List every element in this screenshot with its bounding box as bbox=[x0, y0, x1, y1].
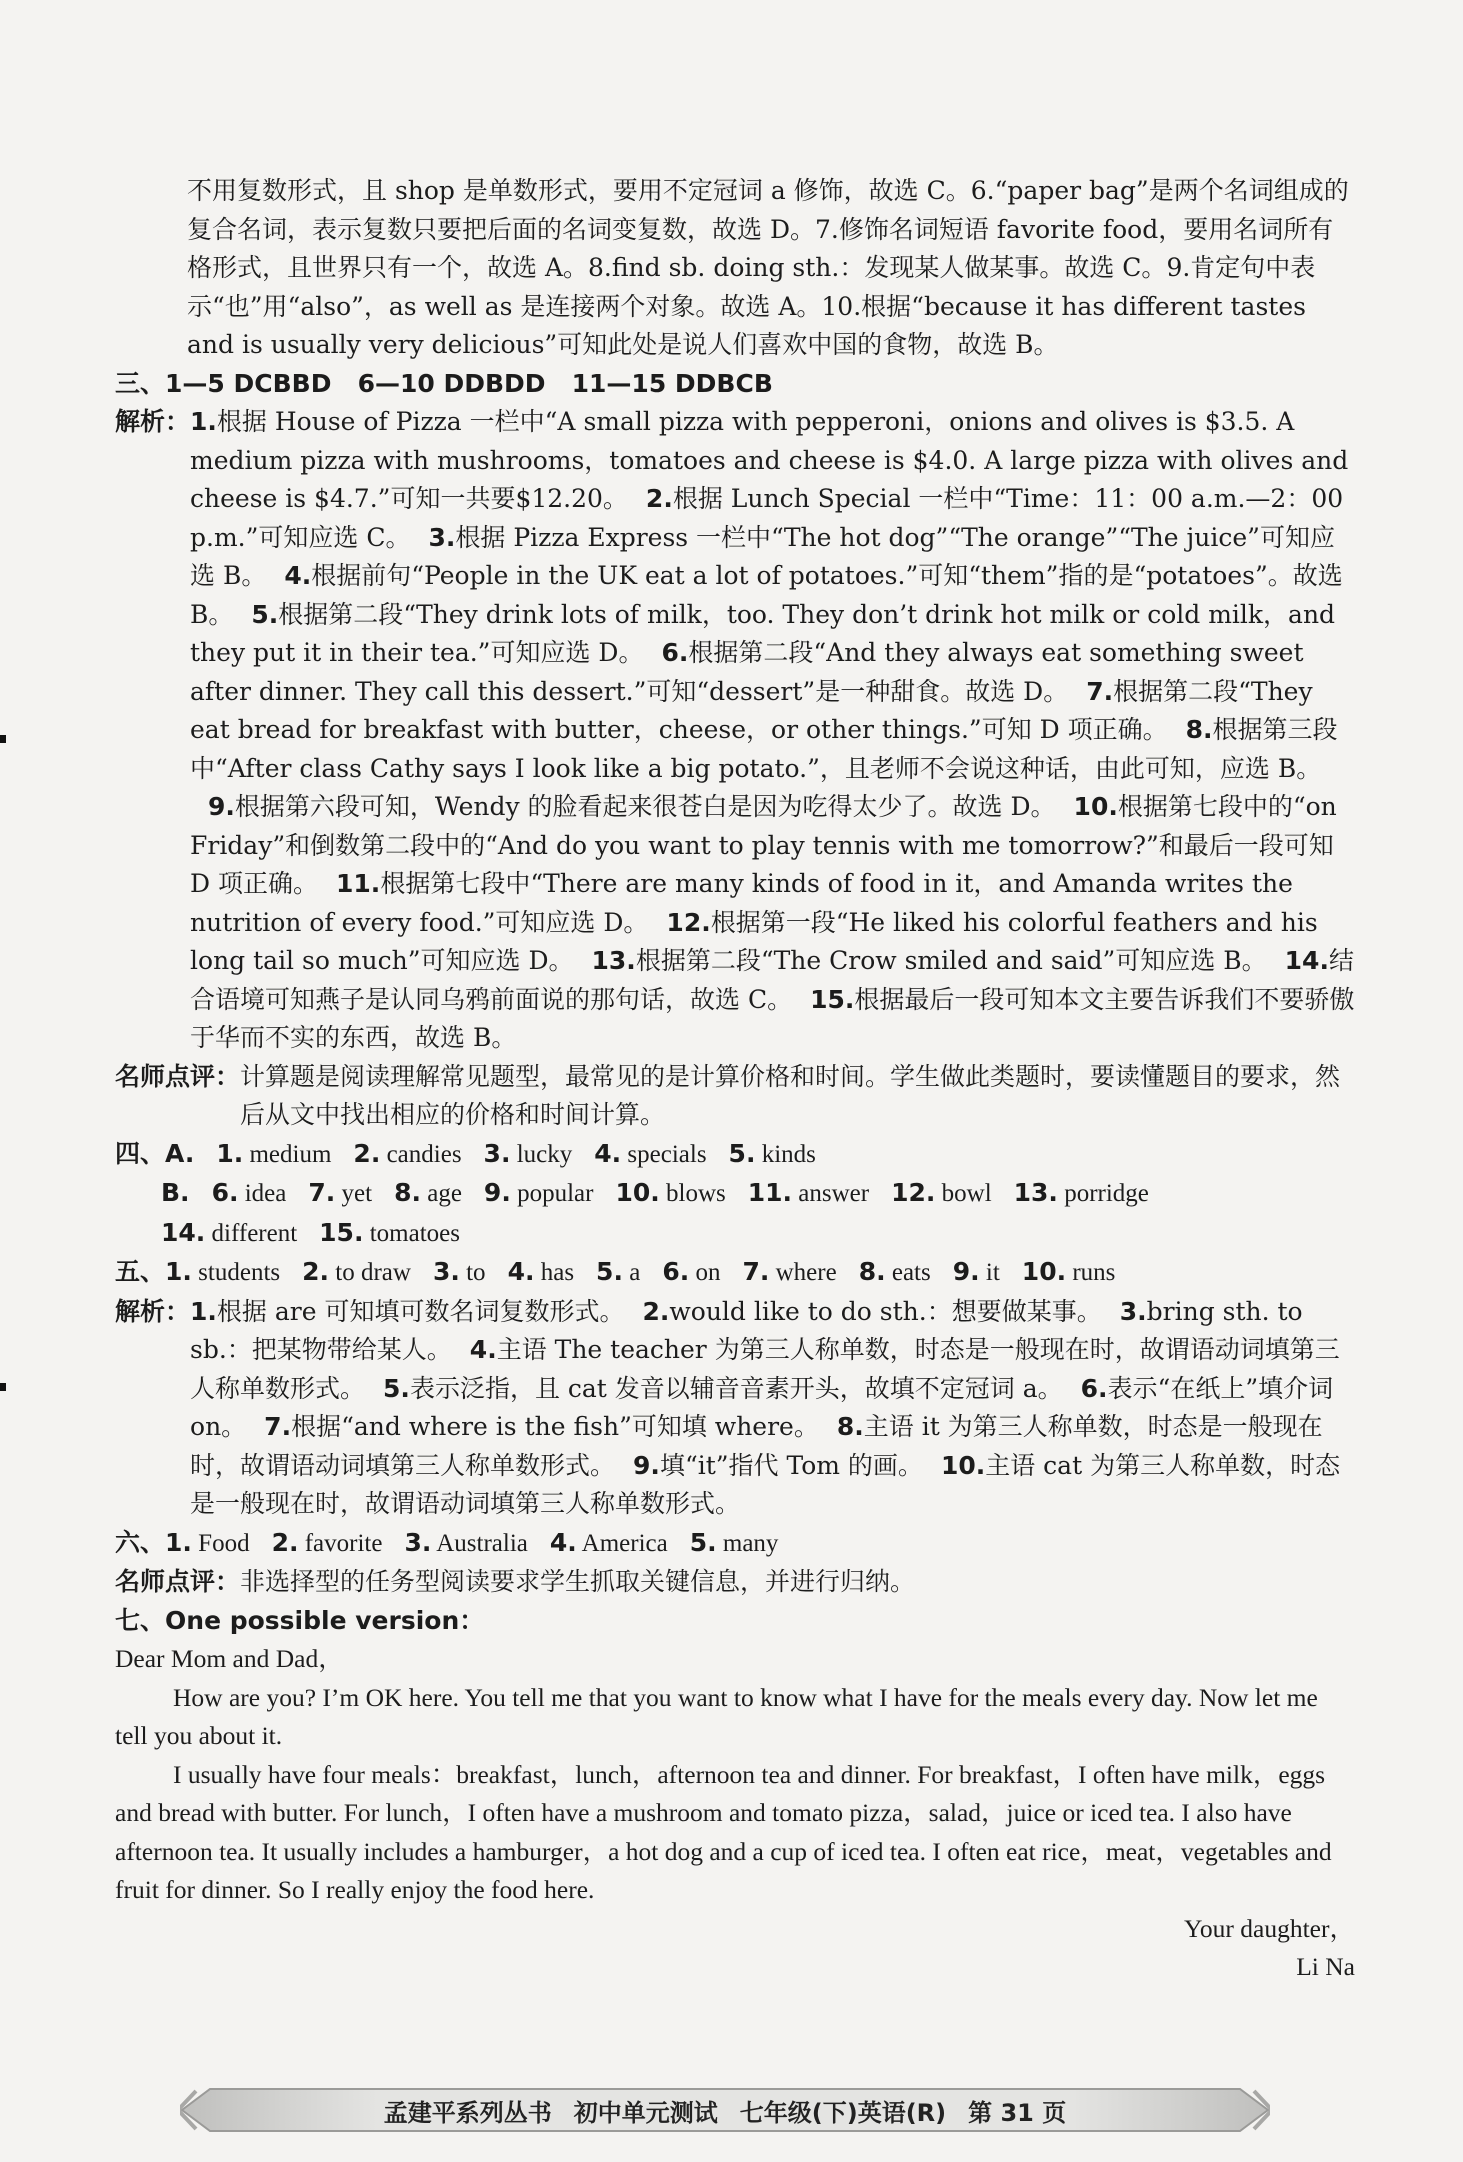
item-text: 根据第七段中“There are many kinds of food in it，and Amanda writes the nutrition of every food.”可知应选 D。 bbox=[190, 869, 1293, 937]
page-content bbox=[115, 172, 1355, 1987]
item-number: 10. bbox=[940, 1450, 986, 1480]
item-text: 根据第三段中“After class Cathy says I look like a big potato.”，且老师不会说这种话，由此可知，应选 B。 bbox=[190, 715, 1338, 783]
answer-number: 15. bbox=[319, 1217, 364, 1247]
answer-number: 2. bbox=[353, 1138, 381, 1168]
item-text: 主语 cat 为第三人称单数，时态是一般现在时，故谓语动词填第三人称单数形式。 bbox=[190, 1450, 1341, 1518]
answer-number: 5. bbox=[596, 1257, 623, 1286]
answer-number: 4. bbox=[507, 1257, 535, 1286]
section-5-label: 五、 bbox=[115, 1257, 166, 1286]
answer-word: idea bbox=[238, 1180, 287, 1207]
answer-number: 7. bbox=[308, 1178, 336, 1207]
answer-number: 6. bbox=[662, 1257, 690, 1286]
item-text: 根据 Lunch Special 一栏中“Time：11：00 a.m.—2：00 p.m.”可知应选 C。 bbox=[190, 484, 1344, 552]
section-3-answer-key: 1—5 DCBBD 6—10 DDBDD 11—15 DDBCB bbox=[165, 368, 773, 398]
section-5-answers bbox=[115, 1253, 1355, 1293]
item-number: 4. bbox=[469, 1335, 497, 1364]
section-3-analysis-text bbox=[190, 403, 1355, 1058]
section-4-b-answers bbox=[115, 1174, 1355, 1214]
answer-word: to draw bbox=[329, 1259, 411, 1286]
answer-word: to bbox=[459, 1259, 486, 1286]
item-text: 修饰名词短语 favorite food，要用名词所有格形式，且世界只有一个，故选 A。 bbox=[187, 214, 1334, 282]
item-text: 根据第二段“The Crow smiled and said”可知应选 B。 bbox=[635, 946, 1267, 975]
answer-word: students bbox=[191, 1259, 281, 1286]
item-number: 8. bbox=[1185, 715, 1213, 744]
item-text: 主语 it 为第三人称单数，时态是一般现在时，故谓语动词填第三人称单数形式。 bbox=[190, 1412, 1323, 1480]
letter-closing: Your daughter， bbox=[1184, 1913, 1355, 1943]
answer-word: candies bbox=[380, 1140, 462, 1168]
answer-word: tomatoes bbox=[363, 1219, 460, 1247]
answer-word: popular bbox=[510, 1180, 594, 1207]
answer-word: eats bbox=[885, 1259, 931, 1286]
section-4-a-answers bbox=[165, 1135, 1355, 1175]
section-6-label: 六、 bbox=[115, 1527, 166, 1557]
item-text: 根据 House of Pizza 一栏中“A small pizza with pepperoni，onions and olives is $3.5. A medium pizza with mushrooms，tomatoes and cheese is $4.0. A large pizza with olives and cheese is $4.7.”可知一共要$12.20。 bbox=[190, 407, 1349, 513]
item-number: 6. bbox=[1080, 1373, 1108, 1403]
answer-number: 9. bbox=[483, 1178, 511, 1207]
item-text: 根据第七段中的“on Friday”和倒数第二段中的“And do you want to play tennis with me tomorrow?”和最后一段可知 D 项正确。 bbox=[190, 792, 1337, 898]
item-text: 根据“because it has different tastes and is usually very delicious”可知此处是说人们喜欢中国的食物，故选 B。 bbox=[187, 291, 1306, 359]
item-text: 7. bbox=[815, 214, 839, 244]
item-number: 3. bbox=[1119, 1296, 1147, 1326]
answer-number: 1. bbox=[216, 1138, 244, 1168]
item-number: 7. bbox=[1086, 676, 1114, 706]
item-text: “paper bag”是两个名词组成的复合名词，表示复数只要把后面的名词变复数，故选 D。 bbox=[187, 176, 1349, 244]
letter-greeting: Dear Mom and Dad， bbox=[115, 1644, 344, 1673]
answer-word: medium bbox=[243, 1140, 332, 1168]
footer-book: 初中单元测试 bbox=[573, 2098, 718, 2127]
section-3-answers bbox=[115, 365, 1355, 404]
section-4-label: 四、 bbox=[115, 1138, 166, 1168]
item-text: 根据最后一段可知本文主要告诉我们不要骄傲于华而不实的东西，故选 B。 bbox=[190, 984, 1355, 1052]
footer-text bbox=[180, 2085, 1270, 2135]
footer-series: 孟建平系列丛书 bbox=[383, 2097, 552, 2127]
item-text: 表示泛指，且 cat 发音以辅音音素开头，故填不定冠词 a。 bbox=[409, 1373, 1063, 1403]
answer-word: where bbox=[769, 1259, 837, 1286]
item-text: 根据前句“People in the UK eat a lot of potatoes.”可知“them”指的是“potatoes”。故选 B。 bbox=[190, 561, 1343, 629]
section-5-analysis-label: 解析： bbox=[115, 1296, 191, 1326]
answer-word: on bbox=[689, 1259, 721, 1286]
answer-number: 7. bbox=[742, 1257, 770, 1286]
answer-word: many bbox=[716, 1529, 779, 1557]
item-text: 根据“and where is the fish”可知填 where。 bbox=[291, 1412, 819, 1441]
answer-word: favorite bbox=[298, 1529, 383, 1557]
section-5-analysis bbox=[115, 1293, 1355, 1524]
answer-number: 1. bbox=[165, 1257, 192, 1286]
item-number: 2. bbox=[642, 1296, 670, 1326]
answer-number: 3. bbox=[404, 1527, 432, 1557]
subsection-label: B. bbox=[161, 1178, 190, 1207]
answer-number: 8. bbox=[858, 1257, 886, 1286]
answer-number: 4. bbox=[549, 1527, 577, 1557]
section-7-label: 七、 bbox=[115, 1605, 166, 1635]
section-4-a bbox=[115, 1135, 1355, 1175]
answer-word: it bbox=[979, 1259, 1000, 1286]
subsection-label: A. bbox=[165, 1138, 195, 1168]
answer-word: yet bbox=[335, 1180, 373, 1207]
answer-word: lucky bbox=[510, 1140, 573, 1168]
left-edge-mark bbox=[0, 735, 6, 743]
item-text: 根据第一段“He liked his colorful feathers and his long tail so much”可知应选 D。 bbox=[190, 907, 1318, 975]
item-number: 3. bbox=[428, 522, 456, 552]
item-text: 根据第二段“And they always eat something sweet after dinner. They call this dessert.”可知“dessert”是一种甜食。故选 D。 bbox=[190, 638, 1304, 706]
item-number: 9. bbox=[208, 792, 235, 821]
sample-letter bbox=[115, 1640, 1355, 1987]
letter-paragraph-1: How are you? I’m OK here. You tell me that you want to know what I have for the meals every day. Now let me tell you about it. bbox=[115, 1682, 1318, 1750]
section-6-comment-text: 非选择型的任务型阅读要求学生抓取关键信息，并进行归纳。 bbox=[240, 1567, 916, 1596]
item-text: 根据第二段“They eat bread for breakfast with butter，cheese，or other things.”可知 D 项正确。 bbox=[190, 676, 1313, 744]
item-text: 主语 The teacher 为第三人称单数，时态是一般现在时，故谓语动词填第三人称单数形式。 bbox=[190, 1335, 1340, 1403]
item-number: 5. bbox=[251, 599, 279, 629]
section-6-comment bbox=[115, 1563, 1355, 1602]
item-number: 10. bbox=[1073, 792, 1118, 821]
answer-number: 4. bbox=[594, 1138, 622, 1168]
answer-word: specials bbox=[621, 1140, 707, 1168]
item-text: would like to do sth.：想要做某事。 bbox=[669, 1296, 1102, 1326]
answer-number: 2. bbox=[271, 1527, 299, 1557]
answer-word: blows bbox=[659, 1180, 726, 1207]
answer-number: 3. bbox=[483, 1138, 511, 1168]
item-text: 根据第六段可知，Wendy 的脸看起来很苍白是因为吃得太少了。故选 D。 bbox=[234, 792, 1056, 821]
item-text: 根据 are 可知填可数名词复数形式。 bbox=[216, 1296, 625, 1326]
section-5-answer-list bbox=[165, 1253, 1355, 1293]
answer-number: 10. bbox=[1021, 1257, 1067, 1286]
letter-signature: Li Na bbox=[1296, 1952, 1355, 1981]
item-text: 不用复数形式，且 shop 是单数形式，要用不定冠词 a 修饰，故选 C。 bbox=[187, 176, 971, 205]
section-6-answer-list bbox=[165, 1524, 1355, 1564]
item-number: 11. bbox=[336, 869, 381, 898]
section-3-label: 三、 bbox=[115, 368, 166, 398]
item-text: 8. bbox=[588, 253, 612, 282]
answer-word: America bbox=[576, 1529, 668, 1557]
item-text: 表示“在纸上”填介词 on。 bbox=[190, 1373, 1334, 1441]
item-text: bring sth. to sb.：把某物带给某人。 bbox=[190, 1296, 1303, 1364]
item-number: 8. bbox=[836, 1412, 864, 1441]
section-3-comment-text: 计算题是阅读理解常见题型，最常见的是计算价格和时间。学生做此类题时，要读懂题目的要求，然后从文中找出相应的价格和时间计算。 bbox=[240, 1061, 1341, 1129]
answer-number: 10. bbox=[615, 1178, 660, 1207]
section-7-title: One possible version： bbox=[165, 1605, 485, 1635]
section-7-heading bbox=[115, 1602, 1355, 1641]
answer-number: 1. bbox=[165, 1527, 192, 1557]
item-number: 2. bbox=[645, 484, 673, 513]
item-number: 6. bbox=[661, 638, 689, 667]
answer-number: 3. bbox=[432, 1257, 460, 1286]
item-number: 12. bbox=[666, 907, 711, 937]
answer-number: 12. bbox=[891, 1178, 936, 1207]
item-number: 13. bbox=[591, 946, 636, 975]
answer-number: 9. bbox=[952, 1257, 980, 1286]
item-number: 1. bbox=[190, 1296, 217, 1326]
item-number: 15. bbox=[810, 984, 855, 1014]
item-number: 4. bbox=[284, 561, 312, 590]
item-text: 根据第二段“They drink lots of milk，too. They don’t drink hot milk or cold milk，and they put it in their tea.”可知应选 D。 bbox=[190, 599, 1336, 667]
answer-number: 13. bbox=[1013, 1178, 1058, 1207]
item-number: 1. bbox=[190, 407, 217, 436]
letter-paragraph-2: I usually have four meals：breakfast，lunch，afternoon tea and dinner. For breakfast，I often have milk，eggs and bread with butter. For lunch，I often have a mushroom and tomato pizza，salad，juice or iced tea. I also have afternoon tea. It usually includes a hamburger，a hot dog and a cup of iced tea. I often eat rice，meat，vegetables and fruit for dinner. So I really enjoy the food here. bbox=[115, 1759, 1332, 1904]
answer-number: 5. bbox=[728, 1138, 756, 1168]
answer-word: has bbox=[534, 1259, 575, 1286]
item-text: 9. bbox=[1166, 253, 1191, 282]
section-3-analysis bbox=[115, 403, 1355, 1058]
section-6-answers bbox=[115, 1524, 1355, 1564]
answer-word: runs bbox=[1066, 1259, 1116, 1286]
answer-word: Food bbox=[191, 1529, 250, 1557]
section-3-analysis-label: 解析： bbox=[115, 407, 191, 436]
page-footer bbox=[180, 2085, 1270, 2135]
answer-word: answer bbox=[792, 1180, 870, 1207]
item-text: 根据 Pizza Express 一栏中“The hot dog”“The orange”“The juice”可知应选 B。 bbox=[190, 522, 1335, 590]
answer-number: 2. bbox=[302, 1257, 330, 1286]
answer-number: 8. bbox=[394, 1178, 421, 1207]
answer-word: different bbox=[205, 1219, 298, 1247]
answer-word: kinds bbox=[755, 1140, 816, 1168]
answer-number: 11. bbox=[747, 1178, 793, 1207]
answer-word: porridge bbox=[1057, 1180, 1149, 1207]
section-3-comment bbox=[115, 1058, 1355, 1135]
answer-word: a bbox=[622, 1259, 641, 1286]
left-edge-mark bbox=[0, 1383, 6, 1391]
item-text: 填“it”指代 Tom 的画。 bbox=[659, 1450, 923, 1480]
item-number: 5. bbox=[383, 1373, 410, 1403]
section-4-b2-answers bbox=[115, 1214, 1355, 1254]
item-number: 14. bbox=[1284, 946, 1329, 975]
footer-page-number: 第 31 页 bbox=[968, 2098, 1067, 2127]
item-number: 9. bbox=[633, 1450, 660, 1480]
answer-number: 14. bbox=[161, 1217, 206, 1247]
item-text: find sb. doing sth.：发现某人做某事。故选 C。 bbox=[611, 253, 1167, 282]
item-number: 7. bbox=[264, 1412, 292, 1441]
section-5-analysis-text bbox=[190, 1293, 1355, 1524]
item-text: 肯定句中表示“也”用“also”，as well as 是连接两个对象。故选 A。 bbox=[187, 253, 1316, 321]
answer-number: 6. bbox=[211, 1178, 239, 1207]
answer-word: Australia bbox=[431, 1529, 528, 1557]
answer-word: age bbox=[420, 1180, 462, 1207]
section-6-comment-label: 名师点评： bbox=[115, 1567, 241, 1596]
item-text: 10. bbox=[821, 291, 862, 321]
item-text: 6. bbox=[970, 176, 995, 205]
answer-number: 5. bbox=[689, 1527, 717, 1557]
answer-word: bowl bbox=[935, 1180, 992, 1207]
item-text: 结合语境可知燕子是认同乌鸦前面说的那句话，故选 C。 bbox=[190, 946, 1354, 1014]
footer-grade: 七年级(下)英语(R) bbox=[739, 2098, 947, 2127]
section-3-comment-label: 名师点评： bbox=[115, 1061, 241, 1091]
section-2-continuation bbox=[115, 172, 1355, 365]
